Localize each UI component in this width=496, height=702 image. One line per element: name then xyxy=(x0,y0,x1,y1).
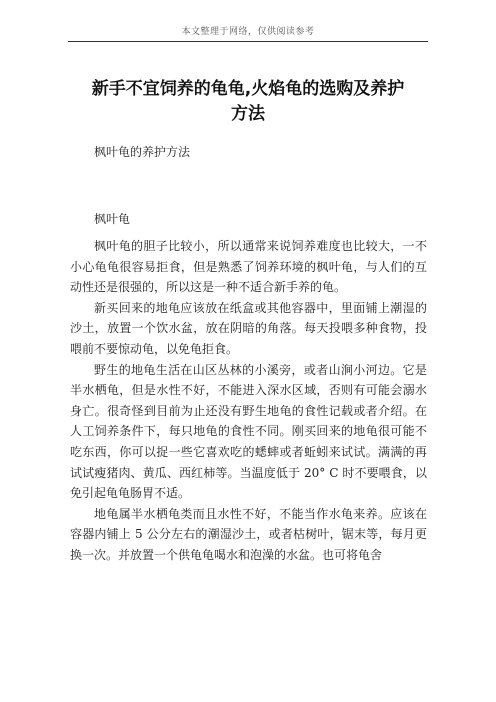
document-title xyxy=(60,77,436,127)
paragraph-4: 地龟属半水栖龟类而且水性不好，不能当作水龟来养。应该在容器内铺上 5 公分左右的潮湿沙土，或者枯树叶，锯末等，每月更换一次。并放置一个供龟龟喝水和泡澡的水盆。也可将龟舍 xyxy=(70,506,427,562)
paragraph-3: 野生的地龟生活在山区丛林的小溪旁，或者山涧小河边。它是半水栖龟，但是水性不好，不能进入深水区域，否则有可能会溺水身亡。很奇怪到目前为止还没有野生地龟的食性记载或者介绍。在人工饲养条件下，每只地龟的食性不同。刚买回来的地龟很可能不吃东西，你可以捉一些它喜欢吃的蟋蟀或者蚯蚓来试试。满满的再试试瘦猪肉、黄瓜、西红柿等。当温度低于 20° C 时不要喂食，以免引起龟龟肠胃不适。 xyxy=(70,362,427,501)
title-line-2: 方法 xyxy=(231,104,265,124)
paragraph-2: 新买回来的地龟应该放在纸盒或其他容器中，里面铺上潮湿的沙土，放置一个饮水盆，放在阴暗的角落。每天投喂多种食物，投喂前不要惊动龟，以免龟拒食。 xyxy=(70,300,427,356)
paragraph-1: 枫叶龟的胆子比较小，所以通常来说饲养难度也比较大，一不小心龟龟很容易拒食，但是熟悉了饲养环境的枫叶龟，与人们的互动性还是很强的，所以这是一种不适合新手养的龟。 xyxy=(70,239,427,295)
article-body xyxy=(70,236,427,566)
section-subheading: 枫叶龟 xyxy=(94,212,131,226)
header-divider xyxy=(68,41,428,42)
page-header-note: 本文整理于网络，仅供阅读参考 xyxy=(181,27,315,37)
title-line-1: 新手不宜饲养的龟龟,火焰龟的选购及养护 xyxy=(91,79,405,99)
section-heading: 枫叶龟的养护方法 xyxy=(94,145,191,159)
